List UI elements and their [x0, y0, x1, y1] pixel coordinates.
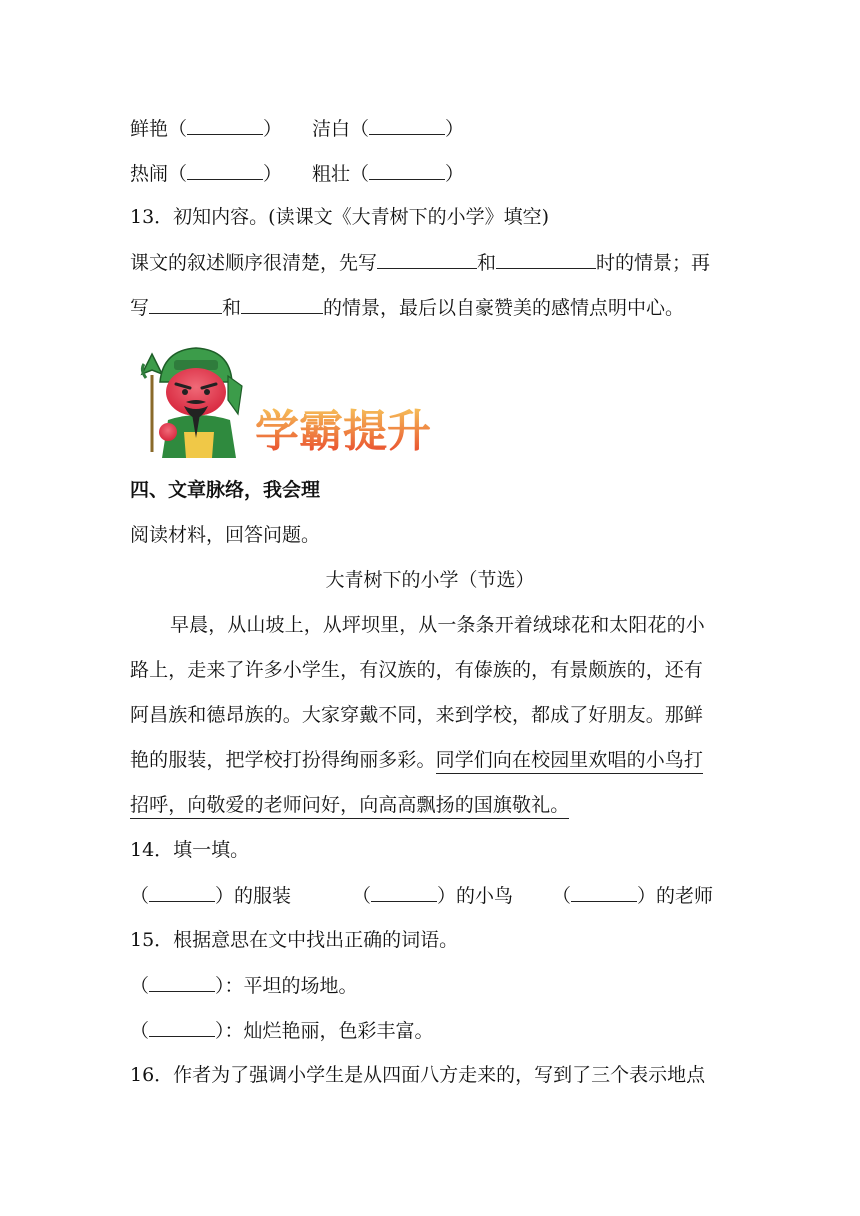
answer-blank[interactable]	[369, 116, 445, 135]
answer-blank[interactable]	[149, 973, 215, 992]
answer-blank[interactable]	[241, 295, 323, 314]
fill-item-text: ）：灿烂艳丽，色彩丰富。	[215, 1020, 434, 1042]
fill-item-text: ）：平坦的场地。	[215, 975, 358, 997]
question-text: 的情景，最后以自豪赞美的感情点明中心。	[323, 297, 685, 319]
section-4-heading: 四、文章脉络，我会理	[130, 479, 321, 501]
answer-blank[interactable]	[149, 1018, 215, 1037]
question-text: 和	[222, 297, 242, 319]
question-text: 时的情景；再	[596, 252, 711, 274]
word-label: 洁白	[312, 118, 351, 140]
question-text: 和	[477, 252, 497, 274]
underlined-sentence: 同学们向在校园里欢唱的小鸟打	[436, 749, 703, 774]
passage-line: 早晨，从山坡上，从坪坝里，从一条条开着绒球花和太阳花的小	[170, 614, 705, 636]
answer-blank[interactable]	[187, 116, 263, 135]
question-text: 课文的叙述顺序很清楚，先写	[130, 252, 378, 274]
passage-line	[130, 793, 569, 817]
word-pair: 洁白（ ）	[312, 118, 465, 140]
answer-blank[interactable]	[149, 295, 222, 314]
word-label: 热闹	[130, 163, 169, 185]
word-row-1	[130, 116, 464, 141]
fill-item-text: ）的服装	[215, 885, 292, 907]
question-16-title: 16．作者为了强调小学生是从四面八方走来的，写到了三个表示地点	[130, 1064, 706, 1086]
answer-blank[interactable]	[371, 883, 437, 902]
answer-blank[interactable]	[496, 250, 596, 269]
fill-item-text: ）的小鸟	[437, 885, 514, 907]
question-15-title: 15．根据意思在文中找出正确的词语。	[130, 929, 459, 951]
question-13-title: 13．初知内容。(读课文《大青树下的小学》填空)	[130, 206, 550, 228]
passage-line: 阿昌族和德昂族的。大家穿戴不同，来到学校，都成了好朋友。那鲜	[130, 704, 704, 726]
word-pair: 鲜艳（ ）	[130, 118, 283, 140]
word-row-2	[130, 161, 464, 186]
study-boost-banner	[138, 340, 448, 465]
answer-blank[interactable]	[377, 250, 477, 269]
question-text: 写	[130, 297, 150, 319]
reading-instruction: 阅读材料，回答问题。	[130, 524, 321, 546]
word-pair: 热闹（ ）	[130, 163, 283, 185]
word-label: 鲜艳	[130, 118, 169, 140]
banner-text: 学霸提升	[255, 406, 431, 457]
question-15-item: （ ）：灿烂艳丽，色彩丰富。	[130, 1020, 434, 1042]
fill-item: （ ）的小鸟	[352, 885, 514, 907]
question-13-line-1	[130, 250, 710, 275]
passage-line	[130, 748, 703, 772]
fill-item-text: ）的老师	[637, 885, 714, 907]
answer-blank[interactable]	[571, 883, 637, 902]
fill-item: （ ）的老师	[552, 885, 714, 907]
question-15-item: （ ）：平坦的场地。	[130, 975, 358, 997]
answer-blank[interactable]	[149, 883, 215, 902]
general-cartoon-icon	[142, 348, 242, 458]
question-14-title: 14．填一填。	[130, 839, 250, 861]
answer-blank[interactable]	[369, 161, 445, 180]
passage-line: 路上，走来了许多小学生，有汉族的，有傣族的，有景颇族的，还有	[130, 659, 704, 681]
answer-blank[interactable]	[187, 161, 263, 180]
fill-item: （ ）的服装	[130, 885, 292, 907]
word-pair: 粗壮（ ）	[312, 163, 465, 185]
question-13-line-2	[130, 295, 684, 320]
passage-text: 艳的服装，把学校打扮得绚丽多彩。	[130, 749, 436, 771]
question-14-items	[130, 883, 713, 908]
passage-title: 大青树下的小学（节选）	[325, 569, 535, 591]
word-label: 粗壮	[312, 163, 351, 185]
underlined-sentence: 招呼，向敬爱的老师问好，向高高飘扬的国旗敬礼。	[130, 794, 569, 819]
